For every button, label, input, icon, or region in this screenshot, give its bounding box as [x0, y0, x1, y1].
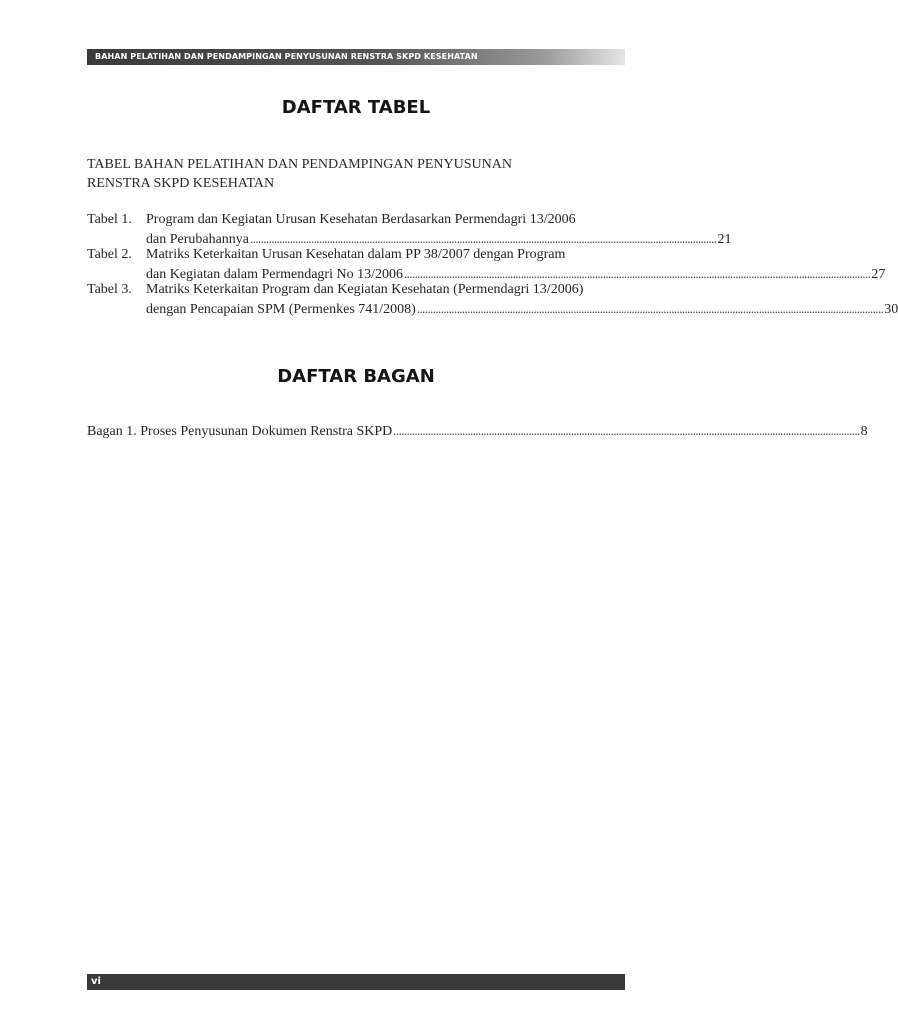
dot-leader: ................................................................................................................................................................................ [403, 266, 871, 281]
page-number-label: vi [91, 976, 101, 987]
running-header [87, 49, 625, 65]
dot-leader: ................................................................................................................................................................................ [393, 423, 860, 438]
daftar-bagan-title: DAFTAR BAGAN [277, 366, 435, 387]
running-header-title: BAHAN PELATIHAN DAN PENDAMPINGAN PENYUSUNAN RENSTRA SKPD KESEHATAN [95, 52, 478, 61]
entry-page-number: 27 [871, 267, 886, 282]
entry-page-number: 21 [717, 232, 732, 247]
entry-title: Bagan 1. Proses Penyusunan Dokumen Renstra SKPD [87, 424, 393, 439]
entry-page-number: 8 [860, 424, 868, 439]
entry-title-line1: Matriks Keterkaitan Program dan Kegiatan Kesehatan (Permendagri 13/2006) [146, 282, 584, 297]
dot-leader: ................................................................................................................................................................................ [416, 301, 884, 316]
tabel-subheading [87, 155, 625, 193]
tabel-subheading-line2: RENSTRA SKPD KESEHATAN [87, 176, 275, 191]
page-footer [87, 974, 625, 990]
entry-title-line2: dengan Pencapaian SPM (Permenkes 741/2008) [146, 302, 416, 317]
daftar-tabel-title: DAFTAR TABEL [281, 97, 431, 118]
entry-title-line1: Program dan Kegiatan Urusan Kesehatan Berdasarkan Permendagri 13/2006 [146, 212, 576, 227]
dot-leader: ................................................................................................................................................................................ [250, 231, 717, 246]
tabel-subheading-line1: TABEL BAHAN PELATIHAN DAN PENDAMPINGAN PENYUSUNAN [87, 157, 512, 172]
entry-number: Tabel 1. [87, 212, 132, 227]
entry-page-number: 30 [884, 302, 898, 317]
entry-number: Tabel 3. [87, 282, 132, 297]
entry-title-line2: dan Kegiatan dalam Permendagri No 13/2006 [146, 267, 403, 282]
entry-title-line2: dan Perubahannya [146, 232, 250, 247]
entry-title-line1: Matriks Keterkaitan Urusan Kesehatan dalam PP 38/2007 dengan Program [146, 247, 566, 262]
toc-entry-bagan-1[interactable] [87, 421, 868, 440]
entry-number: Tabel 2. [87, 247, 132, 262]
